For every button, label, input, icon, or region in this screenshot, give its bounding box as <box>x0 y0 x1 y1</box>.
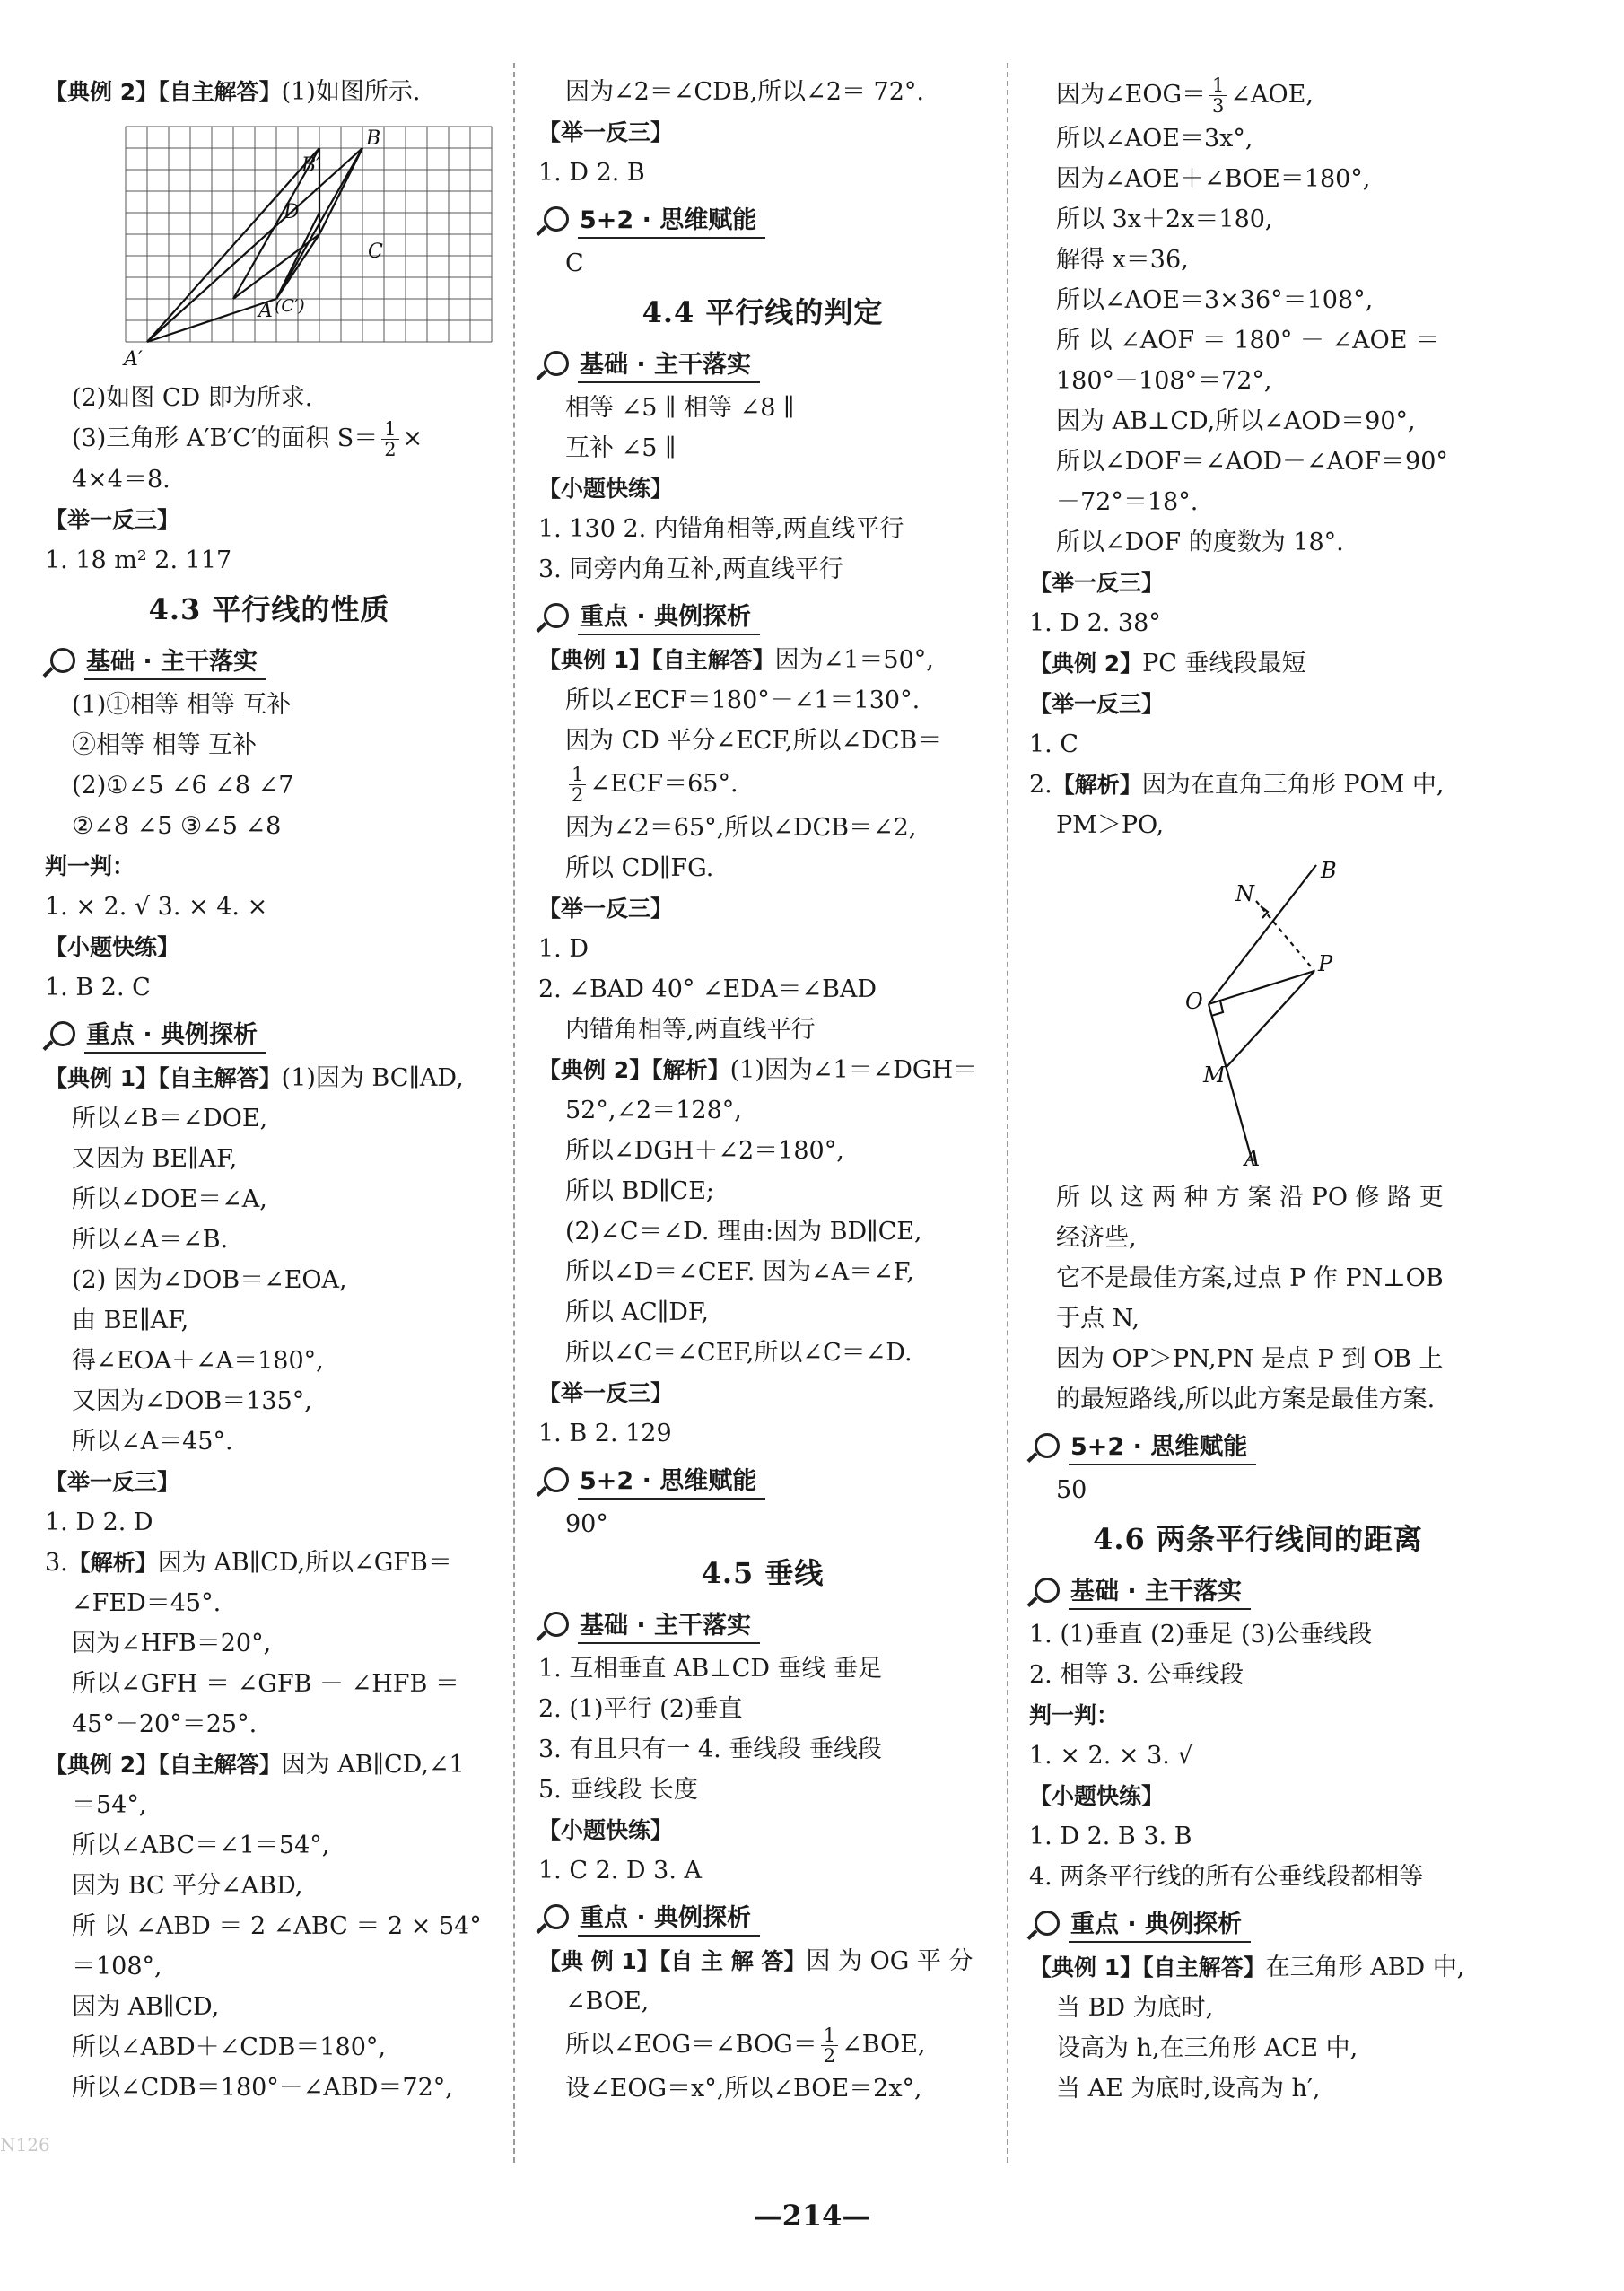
magnifier-icon <box>544 1904 569 1929</box>
magnifier-heading: 重点 · 典例探析 <box>538 593 987 638</box>
example-tag: 【典例 2】【自主解答】 <box>45 79 282 105</box>
magnifier-heading: 基础 · 主干落实 <box>45 638 493 683</box>
section-title: 4.5 垂线 <box>701 1556 825 1590</box>
magnifier-icon <box>544 206 569 232</box>
magnifier-heading: 5+2 · 思维赋能 <box>538 197 987 241</box>
magnifier-icon <box>1035 1578 1060 1603</box>
svg-text:C: C <box>368 240 383 263</box>
grid-figure <box>81 118 493 372</box>
magnifier-icon <box>544 603 569 628</box>
magnifier-heading: 5+2 · 思维赋能 <box>538 1457 987 1502</box>
column-2: 因为∠2＝∠CDB,所以∠2＝ 72°. 【举一反三】 1. D 2. B 5+2 · 思维赋能 C 4.4 平行线的判定 基础 · 主干落实 相等 ∠5 ∥ 相等 ∠8 ∥ 互补 ∠5 ∥ 【小题快练】 1. 130 2. 内错角相等,两直线平行 3. 同旁内角互补,两直线平行 重点 · 典例探析 【典例 1】【自主解答】因为∠1＝50°, 所以∠ECF＝180°－∠1＝130°. 因为 CD 平分∠ECF,所以∠DCB＝ $\frac{1}{2}$ ∠ECF＝65°. 因为∠2＝65°,所以∠DCB＝∠2, 所以 CD∥FG. 【举一反三】 1. D 2. ∠BAD 40° ∠EDA＝∠BAD 内错角相等,两直线平行 【典例 2】【解析】(1)因为∠1＝∠DGH＝ 52°,∠2＝128°, 所以∠DGH＋∠2＝180°, 所以 BD∥CE; (2)∠C＝∠D. 理由:因为 BD∥CE, 所以∠D＝∠CEF. 因为∠A＝∠F, 所以 AC∥DF, 所以∠C＝∠CEF,所以∠C＝∠D. 【举一反三】 1. B 2. 129 5+2 · 思维赋能 90° 4.5 垂线 基础 · 主干落实 1. 互相垂直 AB⊥CD 垂线 垂足 2. (1)平行 (2)垂直 3. 有且只有一 4. 垂线段 垂线段 5. 垂线段 长度 【小题快练】 1. C 2. D 3. A 重点 · 典例探析 【典 例 1】【自 主 解 答】因 为 OG 平 分 ∠BOE, 所以∠EOG＝∠BOG＝ $\frac{1}{2}$ ∠BOE, 设∠EOG＝x°,所以∠BOE＝2x°, <box>538 72 987 2109</box>
svg-text:B: B <box>1321 858 1337 883</box>
magnifier-heading: 基础 · 主干落实 <box>538 1602 987 1647</box>
svg-text:M: M <box>1203 1062 1226 1088</box>
magnifier-heading: 5+2 · 思维赋能 <box>1029 1423 1487 1468</box>
magnifier-icon <box>1035 1911 1060 1936</box>
magnifier-heading: 重点 · 典例探析 <box>538 1894 987 1939</box>
scan-stamp: N126 <box>0 2134 50 2155</box>
svg-text:O: O <box>1185 989 1203 1014</box>
magnifier-icon <box>50 1021 75 1046</box>
magnifier-heading: 基础 · 主干落实 <box>538 341 987 386</box>
column-divider <box>1007 63 1008 2163</box>
column-1: 【典例 2】【自主解答】(1)如图所示. B B′ D C A (C′) A′ (2)如图 CD 即为所求. (3)三角形 A′B′C′的面积 S＝ $\frac{1}{2}$ × 4×4＝8. 【举一反三】 1. 18 m² 2. 117 4.3 平行线的性质 基础 · 主干落实 (1)①相等 相等 互补 ②相等 相等 互补 (2)①∠5 ∠6 ∠8 ∠7 ②∠8 ∠5 ③∠5 ∠8 判一判： 1. × 2. √ 3. × 4. × 【小题快练】 1. B 2. C 重点 · 典例探析 【典例 1】【自主解答】(1)因为 BC∥AD, 所以∠B＝∠DOE, 又因为 BE∥AF, 所以∠DOE＝∠A, 所以∠A＝∠B. (2) 因为∠DOB＝∠EOA, 由 BE∥AF, 得∠EOA＋∠A＝180°, 又因为∠DOB＝135°, 所以∠A＝45°. 【举一反三】 1. D 2. D 3.【解析】因为 AB∥CD,所以∠GFB＝ ∠FED＝45°. 因为∠HFB＝20°, 所以∠GFH ＝ ∠GFB － ∠HFB ＝ 45°－20°＝25°. 【典例 2】【自主解答】因为 AB∥CD,∠1 ＝54°, 所以∠ABC＝∠1＝54°, 因为 BC 平分∠ABD, 所 以 ∠ABD ＝ 2 ∠ABC ＝ 2 × 54° ＝108°, 因为 AB∥CD, 所以∠ABD＋∠CDB＝180°, 所以∠CDB＝180°－∠ABD＝72°, <box>45 72 493 2108</box>
svg-text:P: P <box>1318 951 1333 976</box>
column-3: 因为∠EOG＝ $\frac{1}{3}$ ∠AOE, 所以∠AOE＝3x°, 因为∠AOE＋∠BOE＝180°, 所以 3x＋2x＝180, 解得 x＝36, 所以∠AOE＝3×36°＝108°, 所 以 ∠AOF ＝ 180° － ∠AOE ＝ 180°－108°＝72°, 因为 AB⊥CD,所以∠AOD＝90°, 所以∠DOF＝∠AOD－∠AOF＝90° －72°＝18°. 所以∠DOF 的度数为 18°. 【举一反三】 1. D 2. 38° 【典例 2】PC 垂线段最短 【举一反三】 1. C 2.【解析】因为在直角三角形 POM 中, PM＞PO, N B P O M A 所 以 这 两 种 方 案 沿 PO 修 路 更 经济些, 它不是最佳方案,过点 P 作 PN⊥OB 于点 N, 因为 OP＞PN,PN 是点 P 到 OB 上 的最短路线,所以此方案是最佳方案. 5+2 · 思维赋能 50 4.6 两条平行线间的距离 基础 · 主干落实 1. (1)垂直 (2)垂足 (3)公垂线段 2. 相等 3. 公垂线段 判一判： 1. × 2. × 3. √ 【小题快练】 1. D 2. B 3. B 4. 两条平行线的所有公垂线段都相等 重点 · 典例探析 【典例 1】【自主解答】在三角形 ABD 中, 当 BD 为底时, 设高为 h,在三角形 ACE 中, 当 AE 为底时,设高为 h′, <box>1029 72 1487 2109</box>
magnifier-heading: 基础 · 主干落实 <box>1029 1568 1487 1613</box>
svg-text:A: A <box>258 300 273 322</box>
svg-text:D: D <box>284 201 300 223</box>
svg-text:A′: A′ <box>124 348 143 369</box>
section-title: 4.6 两条平行线间的距离 <box>1093 1522 1423 1556</box>
magnifier-heading: 重点 · 典例探析 <box>45 1011 493 1056</box>
page-number: —214— <box>753 2199 871 2233</box>
column-divider <box>513 63 515 2163</box>
magnifier-icon <box>544 1612 569 1637</box>
section-tag: 【举一反三】 <box>45 507 180 533</box>
svg-text:B′: B′ <box>301 154 321 177</box>
svg-text:A: A <box>1244 1146 1261 1170</box>
section-title: 4.3 平行线的性质 <box>148 592 390 626</box>
magnifier-icon <box>544 1467 569 1492</box>
svg-text:B: B <box>366 127 381 150</box>
magnifier-icon <box>50 648 75 673</box>
section-title: 4.4 平行线的判定 <box>642 295 884 329</box>
svg-text:(C′): (C′) <box>275 296 305 316</box>
magnifier-icon <box>544 351 569 376</box>
perpendicular-figure <box>1155 847 1487 1174</box>
magnifier-heading: 重点 · 典例探析 <box>1029 1901 1487 1946</box>
svg-text:N: N <box>1235 881 1254 906</box>
magnifier-icon <box>1035 1433 1060 1458</box>
